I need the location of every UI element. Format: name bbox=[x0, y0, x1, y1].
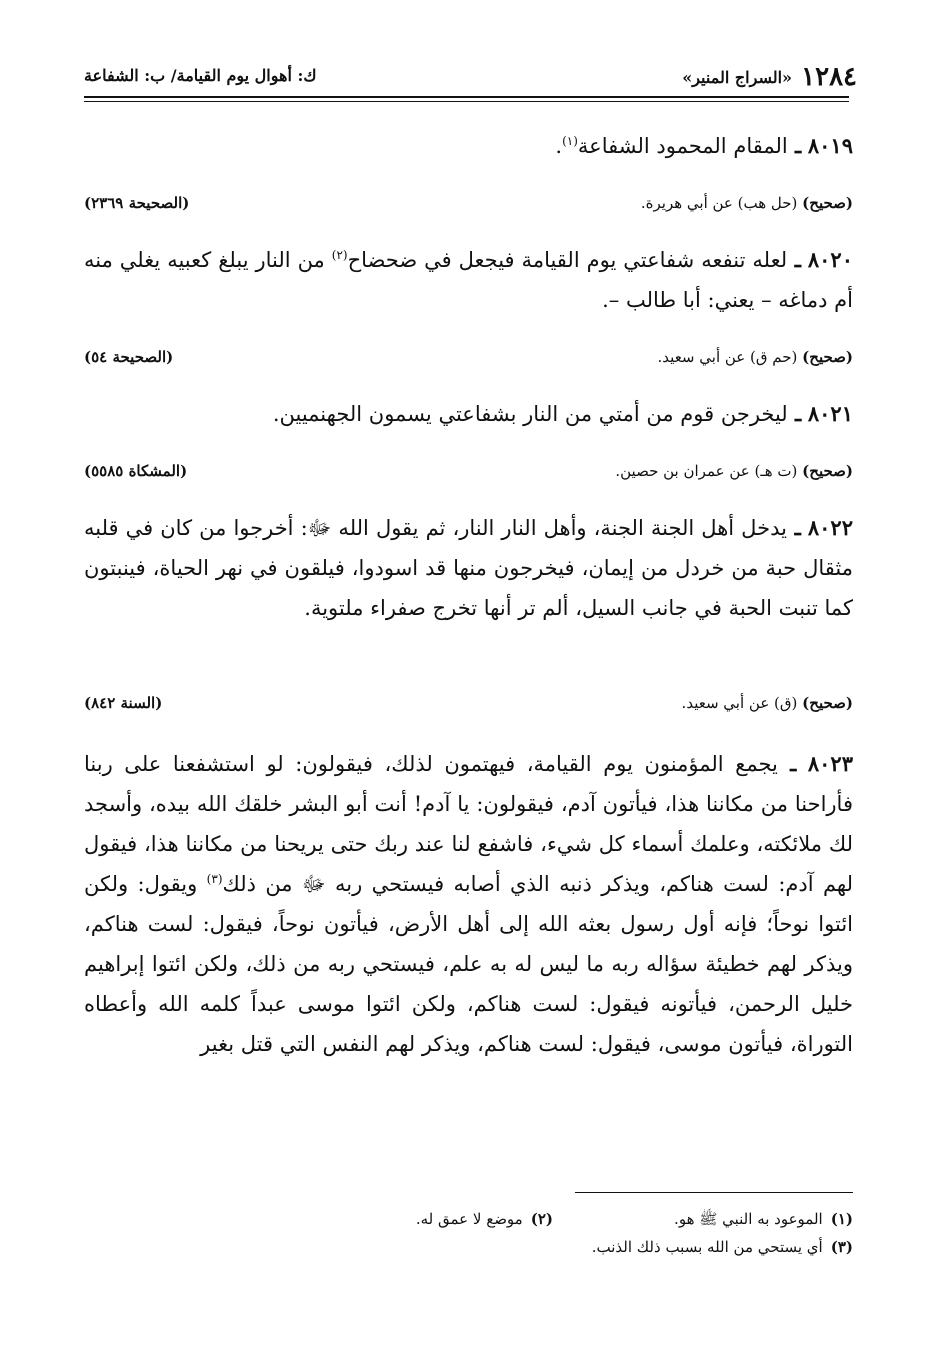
hadith-source-8022 bbox=[84, 694, 853, 720]
grade: (صحيح) bbox=[802, 694, 853, 712]
narrator: (ق) عن أبي سعيد. bbox=[681, 694, 798, 712]
grade: (صحيح) bbox=[802, 462, 853, 480]
header-rule-thick bbox=[84, 96, 849, 98]
footnote-2: (٢)موضع لا عمق له. bbox=[415, 1210, 553, 1228]
hadith-text-cont: ويقول: ولكن ائتوا نوحاً؛ فإنه أول رسول بعثه الله إلى أهل الأرض، فيأتون نوحاً، فيقول: لست هناكم، ويذكر لهم خطيئة سؤاله ربه ما ليس له به علم، فيستحي ربه من ذلك، ولكن ائتوا إبراهيم خليل الرحمن، فيأتونه فيقول: لست هناكم، ولكن ائتوا موسى عبداً كلمه الله وأعطاه التوراة، فيأتون موسى، فيقول: لست هناكم، ويذكر لهم النفس التي قتل بغير bbox=[84, 872, 853, 1056]
page-number: ١٢٨٤ bbox=[801, 62, 857, 92]
reference: (السنة ٨٤٢) bbox=[84, 694, 163, 712]
hadith-entry-8022: ٨٠٢٢ ـ يدخل أهل الجنة الجنة، وأهل النار النار، ثم يقول الله ﷻ: أخرجوا من كان في قلبه مثقال حبة من خردل من إيمان، فيخرجون منها قد اسودوا، فيلقون في نهر الحياة، فينبتون كما تنبت الحبة في جانب السيل، ألم تر أنها تخرج صفراء ملتوية. bbox=[84, 515, 853, 620]
footnote-rule bbox=[575, 1192, 853, 1193]
hadith-entry-8023: ٨٠٢٣ ـ يجمع المؤمنون يوم القيامة، فيهتمون لذلك، فيقولون: لو استشفعنا على ربنا فأراحنا من مكاننا هذا، فيأتون آدم، فيقولون: يا آدم! أنت أبو البشر خلقك الله بيده، وأسجد لك ملائكته، وعلمك أسماء كل شيء، فاشفع لنا عند ربك حتى يريحنا من مكاننا هذا، فيقول لهم آدم: لست هناكم، ويذكر ذنبه الذي أصابه فيستحي ربه ﷻ من ذلك$^{(٣)}$ ويقول: ولكن ائتوا نوحاً؛ فإنه أول رسول بعثه الله إلى أهل الأرض، فيأتون نوحاً، فيقول: لست هناكم، ويذكر لهم خطيئة سؤاله ربه ما ليس له به علم، فيستحي ربه من ذلك، ولكن ائتوا إبراهيم خليل الرحمن، فيأتونه فيقول: لست هناكم، ولكن ائتوا موسى عبداً كلمه الله وأعطاه التوراة، فيأتون موسى، فيقول: لست هناكم، ويذكر لهم النفس التي قتل بغير bbox=[84, 751, 854, 1056]
footnote-ref: (٢) bbox=[331, 248, 348, 262]
book-title: «السراج المنير» bbox=[682, 67, 793, 87]
footnote-3: (٣)أي يستحي من الله بسبب ذلك الذنب. bbox=[591, 1238, 853, 1256]
hadith-number: ٨٠٢٢ bbox=[807, 515, 853, 540]
footnotes bbox=[84, 1206, 853, 1262]
header-right bbox=[682, 62, 857, 92]
hadith-source-8019 bbox=[84, 194, 853, 220]
hadith-text: ليخرجن قوم من أمتي من النار بشفاعتي يسمون الجهنميين. bbox=[272, 402, 788, 426]
hadith-number: ٨٠٢٣ bbox=[807, 751, 853, 776]
narrator: (ت هـ) عن عمران بن حصين. bbox=[615, 462, 798, 480]
footnote-ref: (٣) bbox=[206, 872, 223, 886]
hadith-text: يجمع المؤمنون يوم القيامة، فيهتمون لذلك، فيقولون: لو استشفعنا على ربنا فأراحنا من مكاننا هذا، فيأتون آدم، فيقولون: يا آدم! أنت أبو البشر خلقك الله بيده، وأسجد لك ملائكته، وعلمك أسماء كل شيء، فاشفع لنا عند ربك حتى يريحنا من مكاننا هذا، فيقول لهم آدم: لست هناكم، ويذكر ذنبه الذي أصابه فيستحي ربه ﷻ من ذلك bbox=[84, 752, 854, 896]
reference: (الصحيحة ٢٣٦٩) bbox=[84, 194, 190, 212]
narrator: (حم ق) عن أبي سعيد. bbox=[657, 348, 798, 366]
grade: (صحيح) bbox=[802, 348, 853, 366]
hadith-entry-8019: ٨٠١٩ ـ المقام المحمود الشفاعة$^{(١)}$. bbox=[555, 133, 853, 158]
hadith-text-cont: . bbox=[555, 134, 563, 158]
narrator: (حل هب) عن أبي هريرة. bbox=[640, 194, 798, 212]
hadith-number: ٨٠٢٠ bbox=[807, 247, 853, 272]
hadith-number: ٨٠٢١ bbox=[807, 401, 853, 426]
hadith-text: لعله تنفعه شفاعتي يوم القيامة فيجعل في ضحضاح bbox=[347, 248, 788, 272]
hadith-entry-8021: ٨٠٢١ ـ ليخرجن قوم من أمتي من النار بشفاعتي يسمون الجهنميين. bbox=[272, 401, 853, 426]
hadith-source-8021 bbox=[84, 462, 853, 488]
footnote-ref: (١) bbox=[562, 134, 578, 148]
hadith-text-cont: من النار يبلغ كعبيه يغلي منه أم دماغه – يعني: أبا طالب –. bbox=[84, 248, 853, 312]
footnote-1: (١)الموعود به النبي ﷺ هو. bbox=[674, 1210, 853, 1228]
hadith-entry-8020: ٨٠٢٠ ـ لعله تنفعه شفاعتي يوم القيامة فيجعل في ضحضاح$^{(٢)}$ من النار يبلغ كعبيه يغلي منه أم دماغه – يعني: أبا طالب –. bbox=[84, 247, 853, 312]
reference: (الصحيحة ٥٤) bbox=[84, 348, 174, 366]
hadith-text: يدخل أهل الجنة الجنة، وأهل النار النار، ثم يقول الله ﷻ: أخرجوا من كان في قلبه مثقال حبة من خردل من إيمان، فيخرجون منها قد اسودوا، فيلقون في نهر الحياة، فينبتون كما تنبت الحبة في جانب السيل، ألم تر أنها تخرج صفراء ملتوية. bbox=[84, 516, 853, 620]
hadith-number: ٨٠١٩ bbox=[807, 133, 853, 158]
reference: (المشكاة ٥٥٨٥) bbox=[84, 462, 188, 480]
header-rule-thin bbox=[84, 101, 849, 102]
grade: (صحيح) bbox=[802, 194, 853, 212]
hadith-source-8020 bbox=[84, 348, 853, 374]
section-title: ك: أهوال يوم القيامة/ ب: الشفاعة bbox=[84, 66, 317, 85]
hadith-text: المقام المحمود الشفاعة bbox=[577, 134, 788, 158]
page-header bbox=[84, 60, 857, 90]
